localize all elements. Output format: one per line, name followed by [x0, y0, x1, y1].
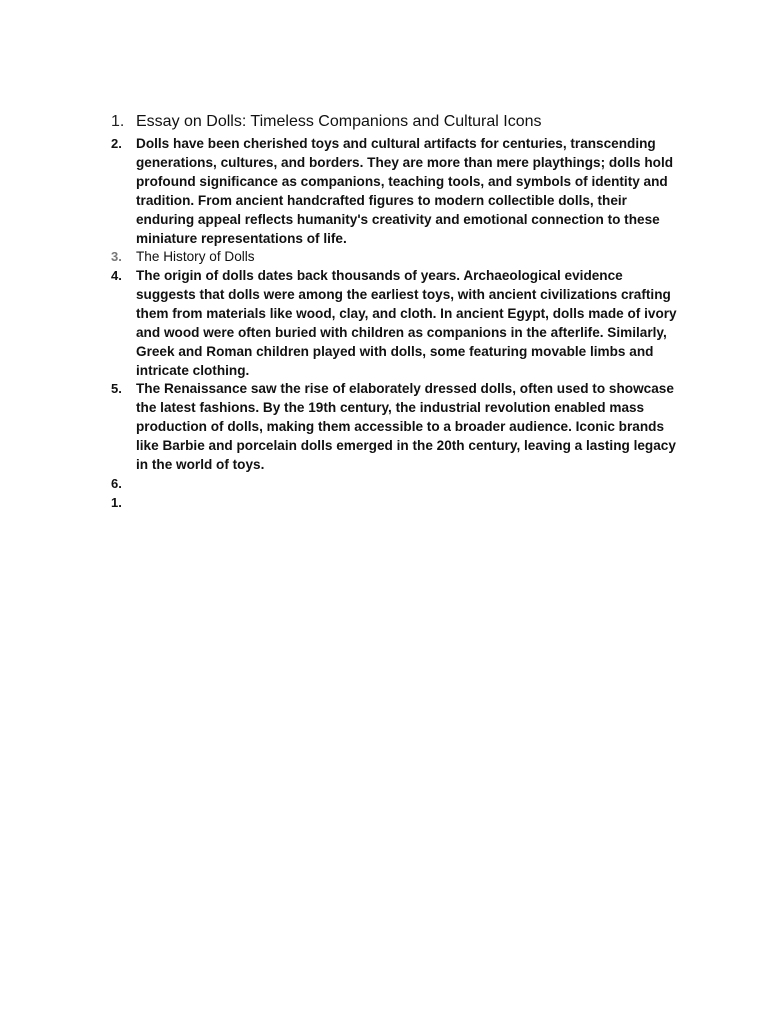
list-number: 2. [111, 136, 122, 151]
section-heading: The History of Dolls [136, 249, 255, 264]
list-number: 4. [111, 268, 122, 283]
origin-paragraph: The origin of dolls dates back thousands of years. Archaeological evidence suggests that dolls were among the earliest toys, with ancient civilizations crafting them from materials like wood, clay, and cloth. In ancient Egypt, dolls made of ivory and wood were often buried with children as companions in the afterlife. Similarly, Greek and Roman children played with dolls, some featuring movable limbs and intricate clothing. [136, 268, 677, 378]
list-number: 1. [111, 113, 125, 130]
essay-title: Essay on Dolls: Timeless Companions and Cultural Icons [136, 113, 542, 130]
list-number: 3. [111, 249, 122, 264]
renaissance-paragraph: The Renaissance saw the rise of elaborately dressed dolls, often used to showcase the latest fashions. By the 19th century, the industrial revolution enabled mass production of dolls, making them accessible to a broader audience. Iconic brands like Barbie and porcelain dolls emerged in the 20th century, leaving a lasting legacy in the world of toys. [136, 381, 676, 472]
list-number: 6. [111, 476, 122, 491]
intro-paragraph: Dolls have been cherished toys and cultural artifacts for centuries, transcending generations, cultures, and borders. They are more than mere playthings; dolls hold profound significance as companions, teaching tools, and symbols of identity and tradition. From ancient handcrafted figures to modern collectible dolls, their enduring appeal reflects humanity's creativity and emotional connection to these miniature representations of life. [136, 136, 674, 246]
list-number: 1. [111, 495, 122, 510]
list-number: 5. [111, 381, 122, 396]
